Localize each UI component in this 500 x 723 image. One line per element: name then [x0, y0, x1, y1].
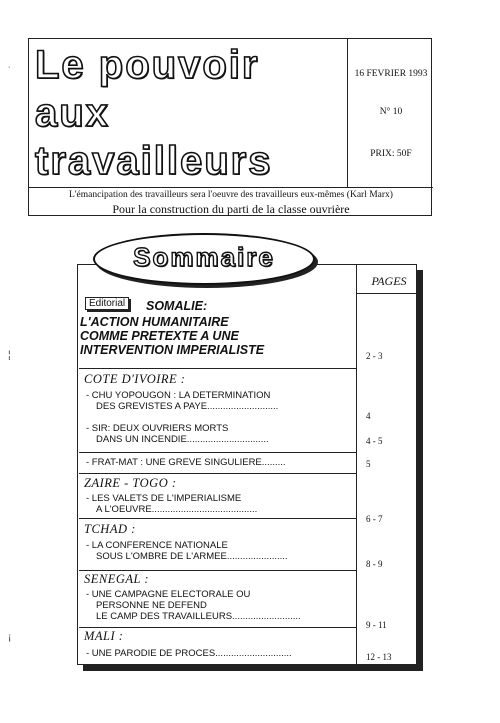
- pages-header: PAGES: [371, 274, 407, 288]
- editorial-label: Editorial: [85, 297, 129, 310]
- separator: [79, 570, 356, 571]
- issue-number: N° 10: [379, 107, 403, 117]
- toc-entry-line: - UNE PARODIE DE PROCES.............................: [86, 648, 292, 659]
- toc-entry-pages: 6 - 7: [366, 514, 383, 524]
- toc-entry-line: - UNE CAMPAGNE ELECTORALE OU: [86, 589, 251, 600]
- title-line-3: travailleurs: [35, 139, 273, 183]
- issue-price: PRIX: 50F: [370, 149, 412, 159]
- toc-entry: [86, 540, 354, 562]
- title-line-2: aux: [35, 91, 110, 135]
- editorial-headline: [80, 315, 360, 357]
- toc-entry-pages: 9 - 11: [366, 620, 387, 630]
- toc-entry-line: - FRAT-MAT : UNE GREVE SINGULIERE.........: [86, 457, 286, 468]
- title-line-1: Le pouvoir: [35, 43, 260, 87]
- country-heading: TCHAD :: [84, 522, 136, 536]
- separator: [79, 368, 356, 369]
- toc-entry-pages: 8 - 9: [366, 559, 383, 569]
- marx-quote: L'émancipation des travailleurs sera l'oeuvre des travailleurs eux-mêmes (Karl Marx): [69, 190, 393, 200]
- toc-entry: [86, 493, 354, 515]
- issue-date: 16 FEVRIER 1993: [354, 69, 428, 79]
- separator: [79, 473, 356, 474]
- toc-entry: [86, 589, 354, 622]
- separator: [79, 627, 356, 628]
- editorial-line: COMME PRETEXTE A UNE: [80, 329, 239, 343]
- toc-entry-line: DES GREVISTES A PAYE...........................: [96, 401, 279, 412]
- toc-entry-pages: 5: [366, 459, 371, 469]
- pages-header-rule: [356, 293, 416, 294]
- toc-entry-line: LE CAMP DES TRAVAILLEURS..........................: [96, 611, 301, 622]
- toc-shadow-bottom: [83, 665, 423, 671]
- scan-mark: ˙: [8, 66, 12, 77]
- country-heading: COTE D'IVOIRE :: [84, 372, 186, 386]
- separator: [79, 518, 356, 519]
- toc-entry: [86, 390, 354, 412]
- editorial-line: INTERVENTION IMPERIALISTE: [80, 343, 265, 357]
- toc-entry-line: PERSONNE NE DEFEND: [96, 600, 207, 611]
- toc-entry-pages: 12 - 13: [366, 652, 392, 662]
- scan-mark: ¦: [8, 350, 11, 361]
- separator: [79, 452, 356, 453]
- toc-entry: [86, 423, 354, 445]
- country-heading: ZAIRE - TOGO :: [84, 476, 177, 490]
- editorial-line: L'ACTION HUMANITAIRE: [80, 315, 229, 329]
- toc-entry-line: - LES VALETS DE L'IMPERIALISME: [86, 493, 242, 504]
- toc-entry-line: - LA CONFERENCE NATIONALE: [86, 540, 228, 551]
- sommaire-title: Sommaire: [133, 242, 275, 272]
- country-heading: MALI :: [84, 629, 124, 643]
- country-heading: SENEGAL :: [84, 572, 150, 586]
- masthead: [28, 38, 432, 216]
- sommaire-banner: [93, 233, 315, 285]
- toc-entry: [86, 457, 354, 468]
- toc-entry-line: SOUS L'OMBRE DE L'ARMEE.......................: [96, 551, 288, 562]
- toc-entry-line: - CHU YOPOUGON : LA DETERMINATION: [86, 390, 271, 401]
- toc-entry-pages: 4: [366, 411, 371, 421]
- masthead-rule: [29, 187, 433, 188]
- editorial-title: SOMALIE:: [146, 299, 208, 313]
- scan-mark: ¡: [8, 632, 12, 643]
- toc-entry-line: A L'OEUVRE........................................: [96, 504, 258, 515]
- toc-entry-pages: 4 - 5: [366, 436, 383, 446]
- toc-shadow-right: [417, 270, 423, 671]
- toc-entry-line: DANS UN INCENDIE...............................: [96, 434, 269, 445]
- toc-entry-line: - SIR: DEUX OUVRIERS MORTS: [86, 423, 229, 434]
- masthead-subtitle: Pour la construction du parti de la classe ouvrière: [112, 202, 350, 216]
- masthead-divider: [347, 39, 348, 187]
- toc-entry: [86, 648, 354, 659]
- editorial-pages: 2 - 3: [366, 351, 383, 361]
